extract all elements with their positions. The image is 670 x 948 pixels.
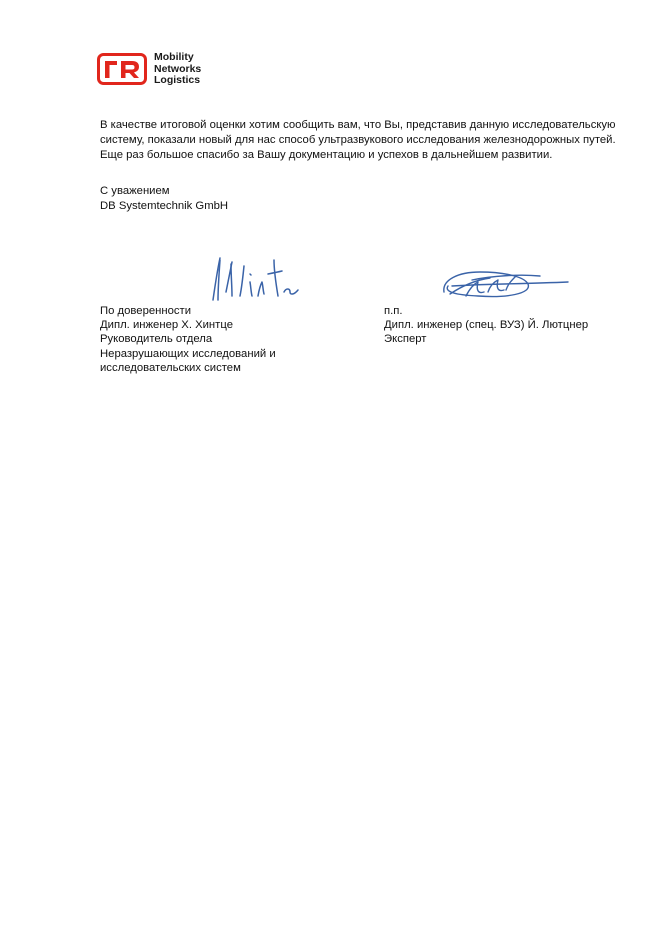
logo-line-logistics: Logistics — [154, 74, 201, 86]
logo-wordmark — [154, 52, 201, 87]
signatory-right-line: Дипл. инженер (спец. ВУЗ) Й. Лютцнер — [384, 319, 589, 332]
signatory-left-line: исследовательских систем — [100, 361, 241, 374]
signatory-left-line: Руководитель отдела — [100, 333, 213, 346]
body-paragraph: В качестве итоговой оценки хотим сообщить вам, что Вы, представив данную исследовательскую систему, показали новый для нас способ ультразвукового исследования железнодорожных путей. Еще раз большое спасибо за Вашу документацию и успехов в дальнейшем развитии. — [100, 119, 616, 162]
signatory-left-line: По доверенности — [100, 305, 192, 317]
db-logo-icon — [97, 53, 147, 85]
closing-greeting: С уважением — [100, 185, 170, 197]
letter-body — [100, 118, 640, 164]
signatory-left-line: Дипл. инженер Х. Хинтце — [100, 319, 233, 332]
signatory-right-line: Эксперт — [384, 333, 427, 346]
signatory-left — [100, 304, 276, 375]
logo-line-mobility: Mobility — [154, 51, 194, 63]
closing-company: DB Systemtechnik GmbH — [100, 200, 229, 212]
signatory-left-line: Неразрушающих исследований и — [100, 347, 276, 360]
signatory-right — [384, 304, 588, 347]
signatory-right-line: п.п. — [384, 305, 403, 317]
handwritten-signature-left — [206, 252, 306, 306]
handwritten-signature-right — [432, 262, 572, 306]
company-logo — [97, 52, 201, 87]
letter-closing — [100, 184, 228, 214]
logo-line-networks: Networks — [154, 62, 202, 75]
